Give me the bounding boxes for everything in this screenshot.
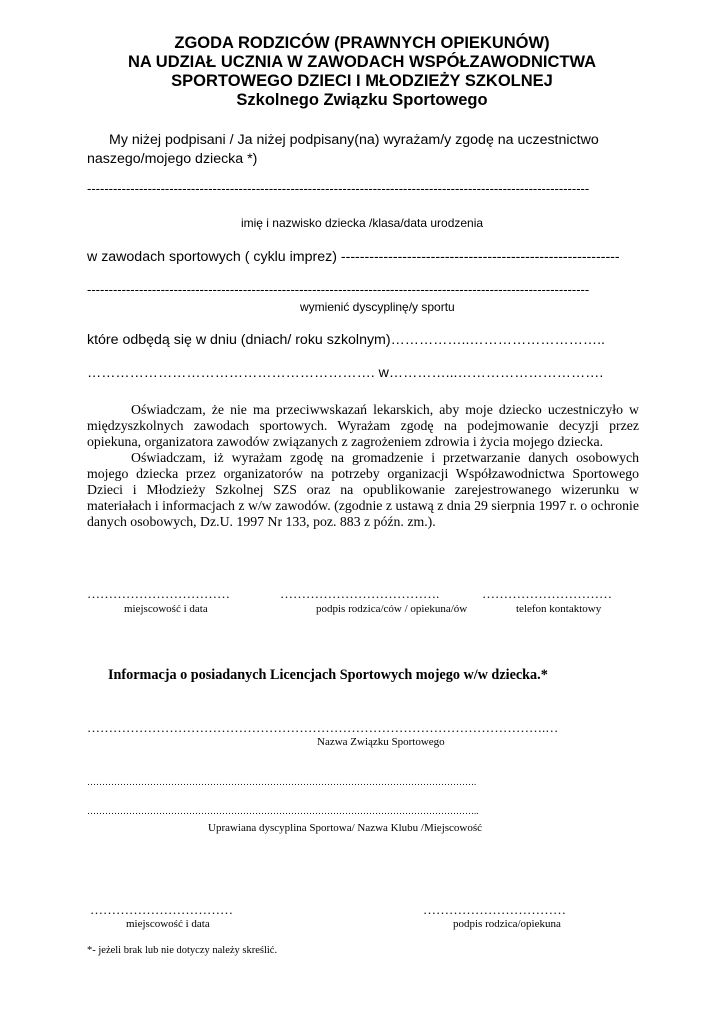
- title-line-3: SPORTOWEGO DZIECI I MŁODZIEŻY SZKOLNEJ: [171, 72, 553, 90]
- subtitle: Szkolnego Związku Sportowego: [236, 91, 488, 109]
- caption2-place-date: miejscowość i data: [126, 918, 210, 930]
- child-name-line[interactable]: --------------------------------------------------------------------------------------------------------------------: [87, 181, 590, 196]
- title-line-2: NA UDZIAŁ UCZNIA W ZAWODACH WSPÓŁZAWODNICTWA: [127, 53, 597, 71]
- intro-line-2: naszego/mojego dziecka *): [87, 151, 258, 167]
- signature2-dots-parent[interactable]: ……………………………: [423, 902, 566, 917]
- signature-dots-place-date[interactable]: ……………………………: [87, 586, 230, 601]
- intro-line-1: My niżej podpisani / Ja niżej podpisany(na) wyrażam/y zgodę na uczestnictwo: [109, 132, 599, 148]
- signature2-dots-place-date[interactable]: ……………………………: [90, 902, 233, 917]
- footnote: *- jeżeli brak lub nie dotyczy należy skreślić.: [87, 945, 278, 956]
- title-line-1: ZGODA RODZICÓW (PRAWNYCH OPIEKUNÓW): [174, 34, 550, 52]
- discipline-club-caption: Uprawiana dyscyplina Sportowa/ Nazwa Klubu /Miejscowość: [208, 822, 483, 834]
- discipline-club-line-1[interactable]: ………………………………………………………………………………………………………………….: [87, 777, 477, 787]
- signature-dots-parent[interactable]: ……………………………….: [280, 586, 440, 601]
- caption2-parent-signature: podpis rodzica/opiekuna: [453, 918, 561, 930]
- caption-phone: telefon kontaktowy: [516, 603, 602, 615]
- place-line[interactable]: ……………………………………………………. w…………...………………………….: [87, 365, 604, 381]
- caption-place-date: miejscowość i data: [124, 603, 208, 615]
- discipline-club-line-2[interactable]: …………………………………………………………………………………………………………………..: [87, 806, 479, 816]
- discipline-line[interactable]: --------------------------------------------------------------------------------------------------------------------: [87, 282, 590, 297]
- child-name-caption: imię i nazwisko dziecka /klasa/data urodzenia: [240, 216, 484, 230]
- discipline-caption: wymienić dyscyplinę/y sportu: [300, 300, 455, 314]
- declaration-data: Oświadczam, iż wyrażam zgodę na gromadzenie i przetwarzanie danych osobowych mojego dziecka przez organizatorów na potrzeby organizacji Współzawodnictwa Sportowego Dzieci i Młodzieży Szkolnej SZS oraz na opublikowanie zarejestrowanego wizerunku w materiałach i informacjach z w/w zawodów. (zgodnie z ustawą z dnia 29 sierpnia 1997 r. o ochronie danych osobowych, Dz.U. 1997 Nr 133, poz. 883 z późn. zm.).: [87, 450, 639, 529]
- events-line[interactable]: w zawodach sportowych ( cyklu imprez) -----------------------------------------------------------: [87, 249, 620, 265]
- declaration-health: Oświadczam, że nie ma przeciwwskazań lekarskich, aby moje dziecko uczestniczyło w międzyszkolnych zawodach sportowych. Wyrażam zgodę na podejmowanie decyzji przez opiekuna, organizatora zawodów związanych z zagrożeniem zdrowia i życia mojego dziecka.: [87, 402, 639, 449]
- signature-dots-phone[interactable]: …………………………: [482, 586, 612, 601]
- licence-heading: Informacja o posiadanych Licencjach Sportowych mojego w/w dziecka.*: [108, 667, 548, 683]
- federation-line[interactable]: …………………………………………………………………………………………….…: [87, 720, 559, 735]
- date-line[interactable]: które odbędą się w dniu (dniach/ roku szkolnym)……………..………………………..: [87, 332, 605, 348]
- caption-parent-signature: podpis rodzica/ców / opiekuna/ów: [316, 603, 468, 615]
- federation-caption: Nazwa Związku Sportowego: [317, 736, 445, 748]
